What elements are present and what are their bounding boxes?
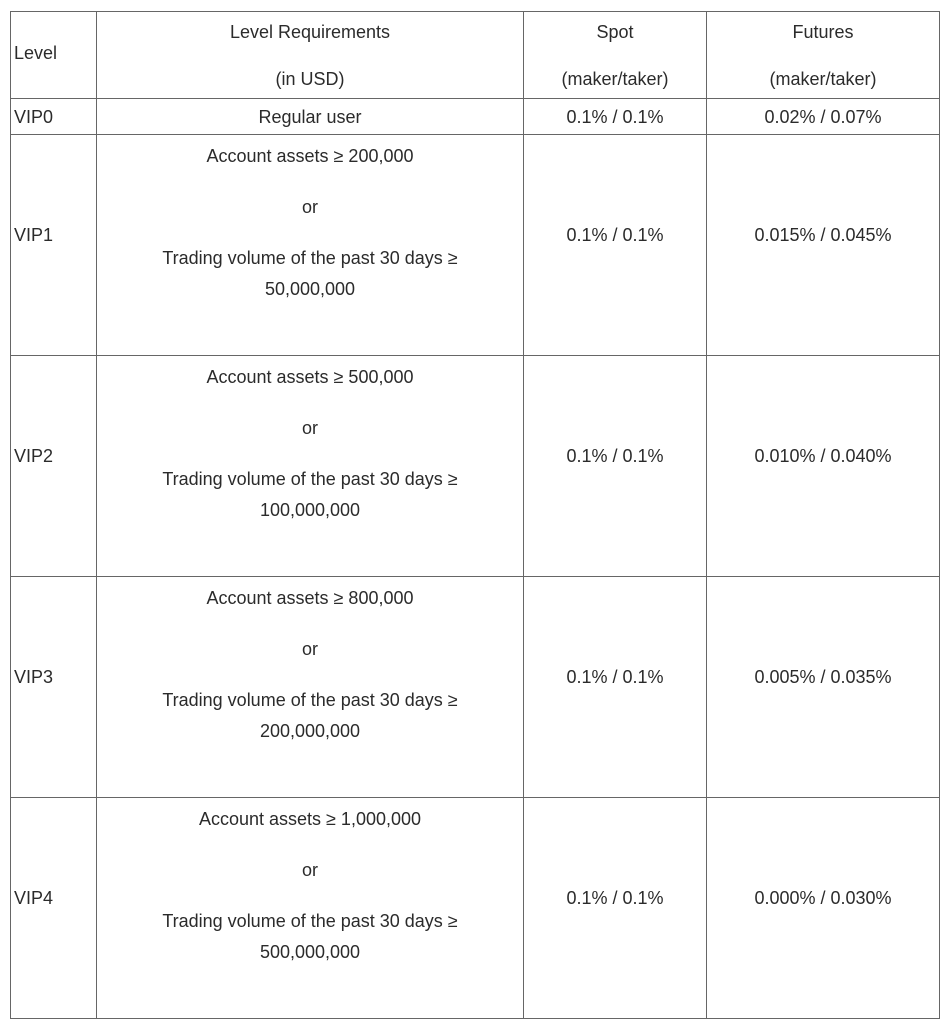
spot-fee: 0.1% / 0.1% — [566, 106, 664, 127]
spot-fee-cell — [524, 798, 707, 1019]
requirement-cell — [97, 135, 524, 356]
level-label: VIP0 — [14, 106, 54, 127]
level-cell — [11, 356, 97, 577]
account-assets-requirement: Account assets ≥ 500,000 — [206, 366, 414, 387]
account-assets-requirement: Account assets ≥ 1,000,000 — [198, 808, 422, 829]
header-requirements-title: Level Requirements — [229, 21, 391, 42]
trading-volume-amount: 200,000,000 — [259, 720, 361, 741]
futures-fee: 0.005% / 0.035% — [754, 667, 892, 687]
table-row — [11, 356, 940, 577]
requirement-cell — [97, 356, 524, 577]
table-row — [11, 577, 940, 798]
or-separator: or — [301, 196, 318, 217]
spot-fee: 0.1% / 0.1% — [566, 888, 664, 908]
futures-fee: 0.015% / 0.045% — [754, 225, 892, 245]
table-header-row — [11, 12, 940, 99]
requirement-cell — [97, 99, 524, 135]
futures-fee-cell — [707, 356, 940, 577]
header-requirements-unit: (in USD) — [275, 68, 345, 89]
level-cell — [11, 135, 97, 356]
level-label: VIP2 — [14, 446, 54, 466]
header-futures-cell — [707, 12, 940, 99]
futures-fee: 0.02% / 0.07% — [764, 106, 882, 127]
or-separator: or — [301, 859, 318, 880]
table-row — [11, 99, 940, 135]
header-spot-subtitle: (maker/taker) — [561, 68, 669, 89]
spot-fee: 0.1% / 0.1% — [566, 667, 664, 687]
header-requirements-cell — [97, 12, 524, 99]
level-cell — [11, 577, 97, 798]
spot-fee-cell — [524, 99, 707, 135]
spot-fee-cell — [524, 356, 707, 577]
requirement-cell — [97, 798, 524, 1019]
or-separator: or — [301, 638, 318, 659]
spot-fee-cell — [524, 577, 707, 798]
trading-volume-amount: 50,000,000 — [264, 278, 356, 299]
level-label: VIP1 — [14, 225, 54, 245]
futures-fee: 0.000% / 0.030% — [754, 888, 892, 908]
account-assets-requirement: Account assets ≥ 200,000 — [206, 145, 414, 166]
futures-fee: 0.010% / 0.040% — [754, 446, 892, 466]
header-level-cell — [11, 12, 97, 99]
futures-fee-cell — [707, 798, 940, 1019]
vip-fee-table — [10, 11, 940, 1019]
level-cell — [11, 99, 97, 135]
trading-volume-amount: 500,000,000 — [259, 941, 361, 962]
trading-volume-requirement: Trading volume of the past 30 days ≥ — [162, 468, 458, 489]
trading-volume-requirement: Trading volume of the past 30 days ≥ — [162, 910, 458, 931]
level-label: VIP3 — [14, 667, 54, 687]
account-assets-requirement: Account assets ≥ 800,000 — [206, 587, 414, 608]
header-level: Level — [14, 43, 58, 63]
level-label: VIP4 — [14, 888, 54, 908]
level-cell — [11, 798, 97, 1019]
table-row — [11, 135, 940, 356]
trading-volume-requirement: Trading volume of the past 30 days ≥ — [162, 689, 458, 710]
header-spot-title: Spot — [596, 21, 634, 42]
or-separator: or — [301, 417, 318, 438]
requirement-text: Regular user — [258, 106, 362, 127]
header-futures-subtitle: (maker/taker) — [769, 68, 877, 89]
table-row — [11, 798, 940, 1019]
futures-fee-cell — [707, 577, 940, 798]
header-futures-title: Futures — [792, 21, 854, 42]
futures-fee-cell — [707, 99, 940, 135]
trading-volume-requirement: Trading volume of the past 30 days ≥ — [162, 247, 458, 268]
spot-fee: 0.1% / 0.1% — [566, 446, 664, 466]
trading-volume-amount: 100,000,000 — [259, 499, 361, 520]
futures-fee-cell — [707, 135, 940, 356]
header-spot-cell — [524, 12, 707, 99]
spot-fee-cell — [524, 135, 707, 356]
requirement-cell — [97, 577, 524, 798]
spot-fee: 0.1% / 0.1% — [566, 225, 664, 245]
